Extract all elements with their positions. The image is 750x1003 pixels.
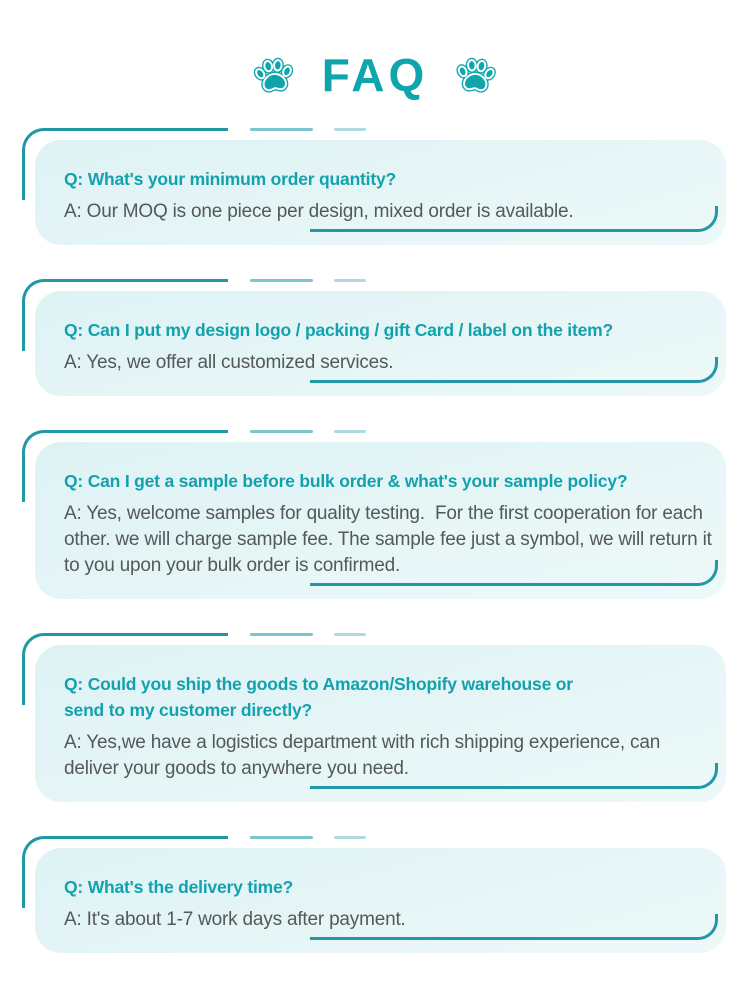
faq-list xyxy=(0,140,750,953)
faq-question: Q: Could you ship the goods to Amazon/Shopify warehouse or send to my customer directly? xyxy=(64,674,573,720)
faq-card xyxy=(35,291,726,396)
card-top-dash-decoration xyxy=(334,430,366,433)
faq-question: Q: Can I get a sample before bulk order & what's your sample policy? xyxy=(64,471,628,491)
faq-answer: A: Yes, welcome samples for quality testing. For the first cooperation for each other. we will charge sample fee. The sample fee just a symbol, we will return it to you upon your bulk order is confirmed. xyxy=(64,503,717,576)
faq-answer: A: It's about 1-7 work days after payment. xyxy=(64,909,406,930)
page-title: FAQ xyxy=(321,49,429,101)
card-top-dash-decoration xyxy=(250,128,313,131)
faq-card xyxy=(35,140,726,245)
card-top-dash-decoration xyxy=(334,836,366,839)
faq-question: Q: What's the delivery time? xyxy=(64,877,294,897)
faq-question: Q: Can I put my design logo / packing / gift Card / label on the item? xyxy=(64,320,613,340)
faq-card xyxy=(35,442,726,599)
card-top-dash-decoration xyxy=(250,633,313,636)
card-top-dash-decoration xyxy=(250,836,313,839)
card-top-dash-decoration xyxy=(334,128,366,131)
card-top-dash-decoration xyxy=(334,279,366,282)
card-top-dash-decoration xyxy=(250,279,313,282)
card-top-dash-decoration xyxy=(334,633,366,636)
paw-icon xyxy=(248,51,300,99)
faq-answer: A: Yes,we have a logistics department with rich shipping experience, can deliver your goods to anywhere you need. xyxy=(64,732,666,779)
faq-card xyxy=(35,848,726,953)
faq-question: Q: What's your minimum order quantity? xyxy=(64,169,396,189)
faq-answer: A: Our MOQ is one piece per design, mixed order is available. xyxy=(64,201,574,222)
faq-answer: A: Yes, we offer all customized services. xyxy=(64,352,394,373)
card-top-dash-decoration xyxy=(250,430,313,433)
paw-icon xyxy=(450,51,502,99)
faq-card xyxy=(35,645,726,802)
page-header xyxy=(0,50,750,100)
